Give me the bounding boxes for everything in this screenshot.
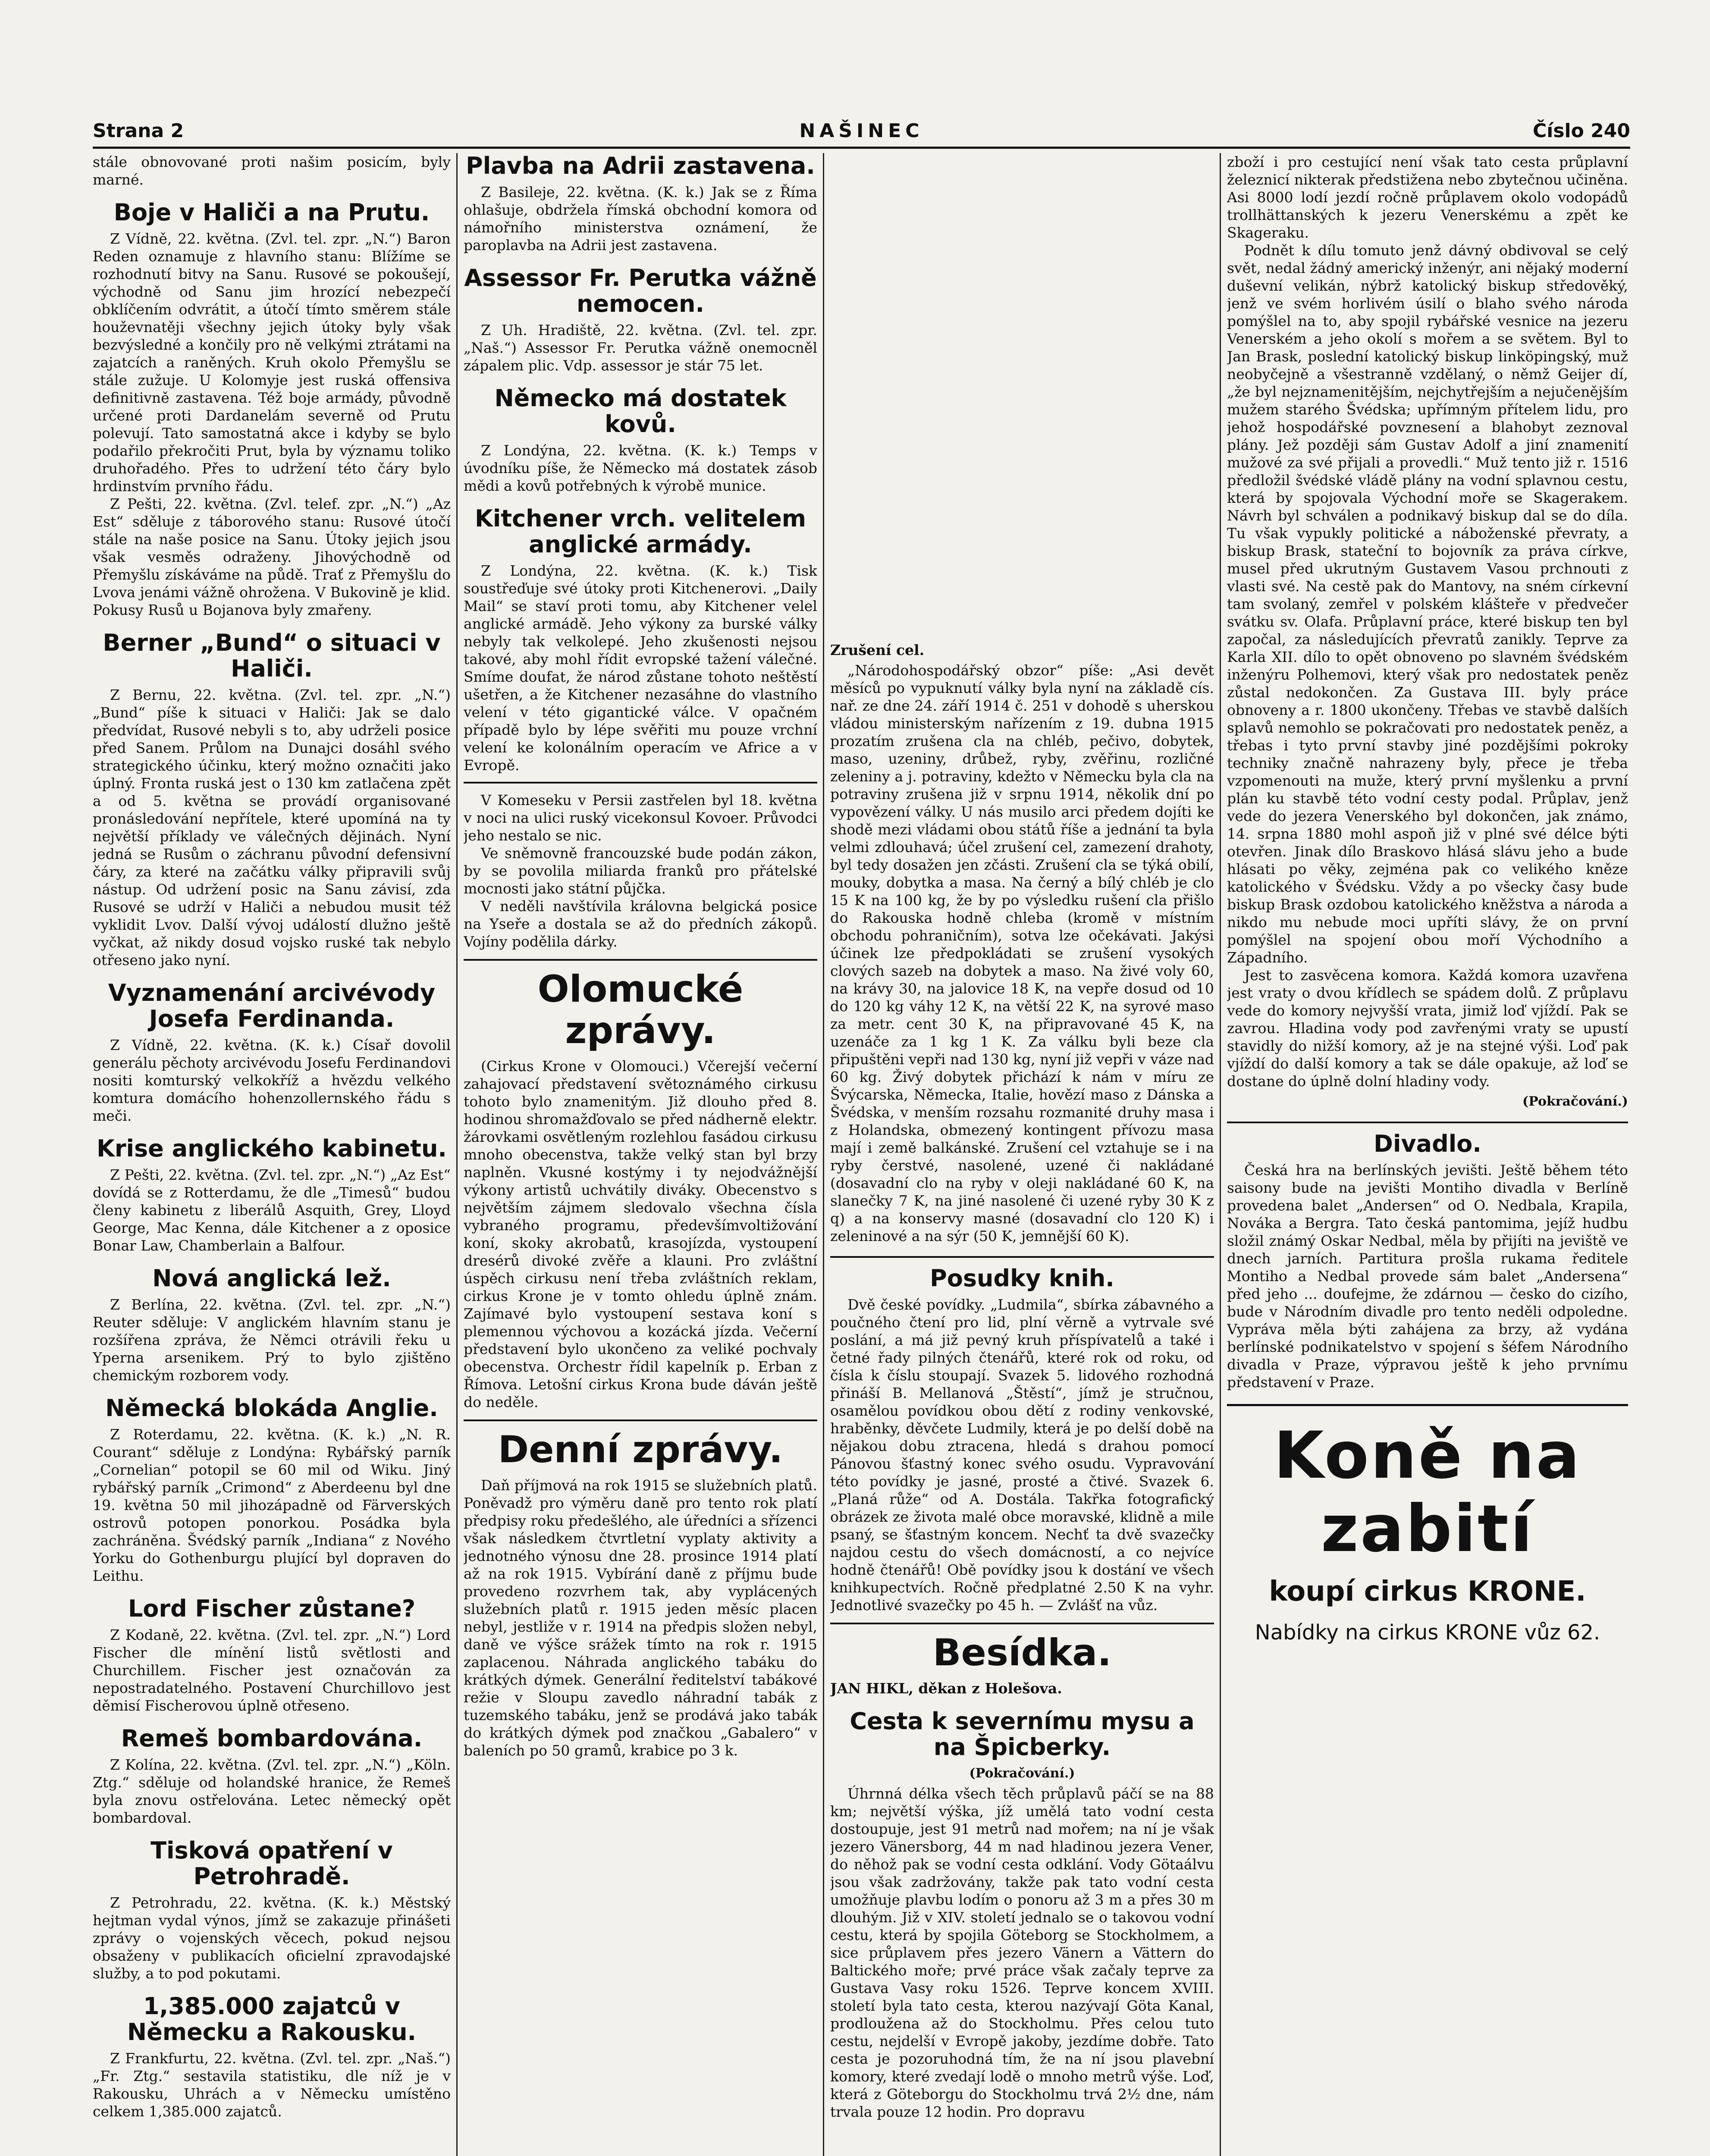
ad-line: Nabídky na cirkus KRONE vůz 62. bbox=[1255, 1620, 1600, 1645]
column-divider bbox=[456, 153, 458, 2156]
article-body: Z Kolína, 22. května. (Zvl. tel. zpr. „N.“) „Köln. Ztg.“ sděluje od holandské hranice, že Remeš byla znovu ostřelována. Letec německý opět bombardoval. bbox=[93, 1756, 451, 1826]
continued-note: (Pokračování.) bbox=[969, 1766, 1075, 1781]
headline: Boje v Haliči a na Prutu. bbox=[113, 199, 430, 226]
section-headline: Besídka. bbox=[830, 1623, 1214, 1673]
article-body: Úhrnná délka všech těch průplavů páčí se na 88 km; největší výška, jíž umělá tato vodní cesta dostoupuje, jest 91 metrů nad mořem; na ní je však jezero Vänersborg, 44 m nad hladinou jezera Vener, do něhož pak se vodní cesta odklání. Vody Götaálvu jsou však zadržovány, takže pak tato vodní cesta umožňuje plavbu lodím o ponoru až 3 m a přes 30 m dlouhým. Již v XIV. století jednalo se o takovou vodní cestu, která by spojila Göteborg se Stockholmem, a sice průplavem přes jezero Vänern a Vättern do Baltického moře; prvé práce však začaly teprve za Gustava Vasy roku 1526. Teprve koncem XVIII. století byla tato cesta, kterou nazývají Göta Kanal, prodloužena až do Stockholmu. Přes celou tuto cestu, nejdelší v Evropě jakoby, jezdíme dobře. Tato cesta je pozoruhodná tím, že na ní jsou plavební komory, které zvedají lodě o mnoho metrů výše. Loď, která z Göteborgu do Stockholmu trvá 2½ dne, nám trvala pouze 12 hodin. Pro dopravu bbox=[830, 1785, 1214, 2120]
ad-title: Koně na zabití bbox=[1274, 1418, 1581, 1567]
headline: Německá blokáda Anglie. bbox=[105, 1395, 438, 1422]
column-1 bbox=[93, 153, 451, 2156]
column-divider bbox=[823, 153, 824, 2156]
article-body: Daň příjmová na rok 1915 se služebních platů. Poněvadž pro výměru daně pro tento rok platí předpisy roku předešlého, ale úředníci a sřízenci však následkem čtvrtletní vyplaty aktivity a jednotného výnosu dne 28. prosince 1914 platí až na rok 1915. Vybírání daně z příjmu bude provedeno rozvrhem tak, aby vyplácených služebních platů r. 1915 jeden měsíc placen nebyl, jestliže v r. 1914 na předpis složen nebyl, daně ve výšce srážek tímto na rok r. 1915 zaplacenou. Náhrada anglického tabáku do krátkých dýmek. Generální ředitelství tabákové režie v Sloupu zavedlo náhradní tabák z tuzemského tabáku, jenž se prodává jako tabák do krátkých dýmek pod značkou „Gabalero“ v baleních po 50 gramů, krabice po 3 k. bbox=[464, 1477, 817, 1759]
column-4 bbox=[1227, 153, 1628, 2156]
headline: Kitchener vrch. velitelem anglické armády. bbox=[474, 505, 806, 558]
article-body: Ve sněmovně francouzské bude podán zákon, by se povolila miliarda franků pro přátelské mocnosti jako státní půjčka. bbox=[464, 845, 817, 897]
article-body: Z Pešti, 22. května. (Zvl. tel. zpr. „N.“) „Az Est“ dovídá se z Rotterdamu, že dle „Timesů“ budou členy kabinetu z liberálů Asquith, Grey, Lloyd George, Mac Kenna, dále Kitchener a z oposice Bonar Law, Chamberlain a Balfour. bbox=[93, 1166, 451, 1254]
section-rule bbox=[464, 782, 817, 783]
continued-note: (Pokračování.) bbox=[1522, 1094, 1628, 1109]
article-body: Z Kodaně, 22. května. (Zvl. tel. zpr. „N.“) Lord Fischer dle mínění listů světlosti and Churchillem. Fischer jest označován za nepostradatelného. Postavení Churchillovo jest děmisí Fischerovou úplně otřeseno. bbox=[93, 1626, 451, 1714]
issue-number: Číslo 240 bbox=[1532, 120, 1630, 142]
article-intro: stále obnovované proti našim posicím, byly marné. bbox=[93, 154, 451, 188]
headline: Berner „Bund“ o situaci v Haliči. bbox=[103, 629, 441, 682]
author: JAN HIKL, děkan z Holešova. bbox=[830, 1680, 1062, 1697]
article-body: Z Pešti, 22. května. (Zvl. telef. zpr. „N.“) „Az Est“ sděluje z táborového stanu: Rusové útočí stále na naše posice na Sanu. Útoky jejich jsou však vesměs odraženy. Jihovýchodně od Přemyšlu získáváme na půdě. Trať z Přemyšlu do Lvova jenámi vážně ohrožena. V Bukovině je klid. Pokusy Rusů u Bojanova byly zmařeny. bbox=[93, 495, 451, 618]
article-body: zboží i pro cestující není však tato cesta průplavní železnicí nikterak předstižena nebo zbytečnou učiněna. Asi 8000 lodí jezdí ročně průplavem okolo vodopádů trollhättanských k jezeru Venerskému a zpět ke Skageraku. bbox=[1227, 154, 1628, 241]
article-body: „Národohospodářský obzor“ píše: „Asi devět měsíců po vypuknutí války byla nyní na základě cís. nař. ze dne 24. září 1914 č. 251 v dohodě s uherskou vládou ministerským nařízením z 19. dubna 1915 prozatím zrušena cla na chléb, pečivo, dobytek, maso, uzeniny, drůbež, ryby, zvěřinu, rozličné zeleniny a j. potraviny, kdežto v Německu byla cla na potraviny zrušena již v srpnu 1914, několik dní po vypovězení války. U nás musilo arci předem dojíti ke shodě mezi vládami obou států říše a jednání ta byla velmi zdlouhavá; účel zrušení cel, zamezení drahoty, byl tedy dosažen jen zčásti. Zrušení cla se týká obilí, mouky, dobytka a masa. Na černý a bílý chléb je clo 15 K na 100 kg, že by po výsledku rušení cla přišlo do Rakouska hodně chleba (kromě v místním obchodu pohraničním), sotva lze očekávati. Jakýsi účinek lze předpokládati se zrušení vysokých clových sazeb na dobytek a maso. Na živé voly 60, na krávy 30, na jalovice 18 K, na vepře dosud od 10 do 120 kg váhy 12 K, na větší 22 K, na syrové maso za metr. cent 30 K, na připravované 45 K, na uzenáče za 1 kg 1 K. Za válku byli beze cla připuštěni vepři nad 130 kg, nyní již vepři v váze nad 60 kg. Živý dobytek přichází k nám v míru ze Švýcarska, Německa, Italie, hovězí maso z Dánska a Švédska, v menším rozsahu rozmanité druhy masa i z Holandska, obmezený kontingent přívozu masa mají i země balkánské. Zrušení cel vztahuje se i na ryby čerstvé, nasolené, uzené či nakládané (dosavadní clo na ryby v oleji nakládané 60 K, na slanečky 7 K, na jiné nasolené či uzené ryby 30 K z q) a na konservy masné (dosavadní clo 120 K) i zeleninové a na sýr (50 K, jemnější 60 K). bbox=[830, 662, 1214, 1244]
article-body: Z Uh. Hradiště, 22. května. (Zvl. tel. zpr. „Naš.“) Assessor Fr. Perutka vážně onemocněl zápalem plic. Vdp. assessor je stár 75 let. bbox=[464, 322, 817, 374]
page-number: Strana 2 bbox=[93, 120, 184, 142]
article-body: Z Londýna, 22. května. (K. k.) Tisk soustřeďuje své útoky proti Kitchenerovi. „Daily Mail“ se staví proti tomu, aby Kitchener velel anglické armádě. Jeho výkony za burské války nebyly tak velkolepé. Jeho zkušenosti nejsou takové, aby mohl řídit evropské tažení válečné. Smíme doufat, že národ zůstane tohoto neštěstí ušetřen, a že Kitchener nezasáhne do vlastního velení v této gigantické válce. V opačném případě bylo by lépe svěřiti mu pouze vrchní velení ke kolonálním operacím ve Africe a v Evropě. bbox=[464, 562, 817, 774]
headline: Tisková opatření v Petrohradě. bbox=[151, 1837, 393, 1890]
feuilleton-title: Cesta k severnímu mysu a na Špicberky. bbox=[850, 1708, 1195, 1761]
section-headline: Divadlo. bbox=[1227, 1122, 1628, 1157]
column-2 bbox=[464, 153, 817, 2156]
article-body: Z Vídně, 22. května. (Zvl. tel. zpr. „N.“) Baron Reden oznamuje z hlavního stanu: Blížíme se rozhodnutí bitvy na Sanu. Rusové se pokoušejí, východně od Sanu jim hrozící nebezpečí obklíčením odvrátit, a útočí tímto směrem stále houževnatěji všechny jejich útoky byly však bezvýsledné a končily pro ně velkými ztrátami na zajatcích a raněných. Kruh okolo Přemyšlu se stále zužuje. U Kolomyje jest ruská offensiva definitivně zastavena. Též boje armády, původně určené proti Dardanelám severně od Prutu polevují. Tato samostatná akce i kdyby se bylo podařilo překročiti Prut, byla by významu toliko druhořadého. Přes to udržení této čáry bylo hrdinstvím prvního řádu. bbox=[93, 230, 451, 495]
ad-line: koupí cirkus KRONE. bbox=[1269, 1576, 1586, 1608]
masthead: NAŠINEC bbox=[799, 120, 924, 142]
headline: Vyznamenání arcivévody Josefa Ferdinanda. bbox=[108, 979, 436, 1032]
article-body: Z Bernu, 22. května. (Zvl. tel. zpr. „N.“) „Bund“ píše k situaci v Haliči: Jak se dalo předvídat, Rusové nebyli s to, aby udrželi posice před Sanem. Průlom na Dunajci dosáhl svého strategického účinku, který možno označiti jako úplný. Fronta ruská jest o 130 km zatlačena zpět a od 5. května se provádí organisované pronásledování nepřítele, které upomíná na ty největší příklady ve válečných dějinách. Nyní jedná se Rusům o záchranu původní defensivní čáry, za které na začátku války připravili svůj nástup. Od udržení posic na Sanu závisí, zda Rusové se udrží v Haliči a nebudou musit též vyklidit Lvov. Další vývoj událostí dlužno ještě vyčkat, až nikdy dosud vojsko ruské tak nebylo otřeseno jako nyní. bbox=[93, 686, 451, 968]
section-headline: Olomucké zprávy. bbox=[464, 959, 817, 1051]
headline: Plavba na Adrii zastavena. bbox=[466, 153, 815, 179]
article-title-inline: Zrušení cel. bbox=[830, 642, 925, 658]
header-rule bbox=[93, 147, 1630, 149]
article-body: Z Petrohradu, 22. května. (K. k.) Městský hejtman vydal výnos, jímž se zakazuje přinášeti zprávy o vojenských věcech, pokud nejsou obsaženy v publikacích oficielní zpravodajské služby, a to pod pokutami. bbox=[93, 1894, 451, 1982]
article-body: Z Berlína, 22. května. (Zvl. tel. zpr. „N.“) Reuter sděluje: V anglickém hlavním stanu je rozšířena zpráva, že Němci otrávili řeku u Yperna arsenikem. Prý to bylo zjištěno chemickým rozborem vody. bbox=[93, 1296, 451, 1384]
article-body: Z Roterdamu, 22. května. (K. k.) „N. R. Courant“ sděluje z Londýna: Rybářský parník „Cornelian“ potopil se 60 mil od Wiku. Jiný rybářský parník „Crimond“ z Aberdeenu byl dne 19. května 50 mil jihozápadně od Färverských ostrovů potopen ponorkou. Posádka byla zachráněna. Švédský parník „Indiana“ z Nového Yorku do Gothenburgu plující byl dopraven do Leithu. bbox=[93, 1426, 451, 1584]
column-divider bbox=[1220, 153, 1221, 2156]
article-body: Podnět k dílu tomuto jenž dávný obdivoval se celý svět, nedal žádný americký inženýr, ani nějaký moderní duševní velikán, nýbrž katolický biskup středověký, jenž ve svém horlivém úsilí o blaho svého národa pomýšlel na to, aby spojil rybářské vesnice na jezeru Venerském a jeho okolí s mořem a se světem. Byl to Jan Brask, poslední katolický biskup linköpingský, muž neobyčejně a všestranně vzdělaný, o němž Geijer dí, „že byl nejznamenitějším, nejchytřejším a nejučenějším mužem starého Švédska; upřímným přítelem lidu, pro jehož hospodářské povznesení a blahobyt zeznoval plány. Jež později sám Gustav Adolf a jiní znamenití mužové za své přijali a provedli.“ Muž tento již r. 1516 předložil švédské vládě plány na vodní splavnou cestu, která by spojovala Východní moře se Skagerakem. Návrh byl schválen a podnikavý biskup dal se do díla. Tu však vypukly politické a náboženské převraty, a biskup Brask, stateční to bojovník za práva církve, musel před ukrutným Gustavem Vasou prchnouti z vlasti své. Na cestě pak do Mantovy, na sném církevní tam svolaný, zemřel v polském klášteře v předvečer svátku sv. Olafa. Průplavní práce, které biskup ten byl započal, za následujících převratů zanikly. Teprve za Karla XII. dílo to opět obnoveno po slavném švédském inženýru Polhemovi, který však pro nedostatek peněz zůstal nedokončen. Za Gustava III. byly práce obnoveny a r. 1800 ukončeny. Třebas ve stavbě dalších splavů nemohlo se pokračovati pro nedostatek peněz, a třebas i tyto první stavby jiné pozdějšími pokroky techniky značně nahrazeny byly, přece je třeba vzpomenouti na muže, který první myšlenku a první plán ku stavbě této vodní cesty podal. Průplav, jenž vede do jezera Venerského byl dokončen, jak známo, 14. srpna 1880 mohl aspoň již v plné své délce býti otevřen. Jinak dílo Braskovo hlásá slávu jeho a bude hlásati po věky, zejména pak co velikého kněze katolického v Švédsku. Vždy a po všecky časy bude biskup Brask ozdobou katolického kněžstva a národa a nikdo mu nebude moci upříti slávy, že on první pomýšlel na spojení obou moří Východního a Západního. bbox=[1227, 242, 1628, 966]
article-body: (Cirkus Krone v Olomouci.) Včerejší večerní zahajovací představení světoznámého cirkusu tohoto bylo znamenitým. Již dlouho před 8. hodinou shromažďovalo se před nádherně elektr. žárovkami osvětleným rozlehlou fasádou cirkusu mnoho obecenstva, takže velký stan byl brzy naplněn. Vkusné kostýmy i ty nejodvážnější výkony artistů uchvátily diváky. Obecenstvo s největším zájmem sledovalo všechna čísla vybraného programu, předevšímvoltižování koní, skoky akrobatů, krasojízda, vystoupení dresérů divoké zvěře a klauni. Pro zvláštní úspěch cirkusu není třeba zvláštních reklam, cirkus Krone je v tomto ohledu úplně znám. Zajímavé bylo vystoupení sestava koní s plemennou výchovou a kozácká jízda. Večerní představení bylo ukončeno za veliké pochvaly obecenstva. Orchestr řídil kapelník p. Erban z Římova. Letošní cirkus Krona bude dáván ještě do neděle. bbox=[464, 1058, 817, 1410]
headline: Německo má dostatek kovů. bbox=[494, 385, 787, 438]
section-headline: Posudky knih. bbox=[830, 1256, 1214, 1291]
article-body: V neděli navštívila královna belgická posice na Yseře a dostala se až do předních zákopů. Vojíny podělila dárky. bbox=[464, 898, 817, 950]
article-body: Z Londýna, 22. května. (K. k.) Temps v úvodníku píše, že Německo má dostatek zásob mědi a kovů potřebných k výrobě munice. bbox=[464, 442, 817, 494]
headline: Remeš bombardována. bbox=[121, 1725, 423, 1752]
blank-space bbox=[830, 153, 1214, 636]
section-headline: Denní zprávy. bbox=[464, 1420, 817, 1470]
article-body: Česká hra na berlínských jevišti. Ještě během této saisony bude na jevišti Montiho divadla v Berlíně provedena balet „Andersen“ od O. Nedbala, Krapila, Nováka a Bergra. Tato česká pantomima, jejíž hudbu složil známý Oskar Nedbal, měla by přijíti na jeviště ve dnech jarních. Partitura prošla rukama ředitele Montiho a Nedbal provede sám balet „Andersena“ před jeho ... doufejme, že zdárnou — česko do cizího, bude v Národním divadle pro tento neděli odpoledne. Vypráva měla býti zahájena za brzy, až vydána berlínské podnikatelstvo v spojení s šéfem Národního divadla v Praze, výpravou ještě k jeho prvnímu představení v Praze. bbox=[1227, 1162, 1628, 1391]
article-body: V Komeseku v Persii zastřelen byl 18. května v noci na ulici ruský vicekonsul Kovoer. Průvodci jeho nestalo se nic. bbox=[464, 792, 817, 844]
advertisement bbox=[1227, 1404, 1628, 1648]
column-3 bbox=[830, 153, 1214, 2156]
headline: Lord Fischer zůstane? bbox=[128, 1595, 416, 1622]
headline: Krise anglického kabinetu. bbox=[97, 1135, 447, 1162]
article-body: Z Basileje, 22. května. (K. k.) Jak se z Říma ohlašuje, obdržela římská obchodní komora od námořního ministerstva oznámení, že paroplavba na Adrii jest zastavena. bbox=[464, 184, 817, 254]
headline: Assessor Fr. Perutka vážně nemocen. bbox=[464, 264, 817, 317]
page-header bbox=[93, 120, 1630, 146]
article-body: Z Vídně, 22. května. (K. k.) Císař dovolil generálu pěchoty arcivévodu Josefu Ferdinandovi nositi komturský velkokříž a hvězdu velkého komtura domácího hohenzollernského řádu s meči. bbox=[93, 1037, 451, 1124]
headline: 1,385.000 zajatců v Německu a Rakousku. bbox=[127, 1993, 417, 2046]
article-body: Dvě české povídky. „Ludmila“, sbírka zábavného a poučného čtení pro lid, plní věrně a vytrvale své poslání, a má již pevný kruh příspívatelů a také i četné řady pilných čtenářů, které rok od roku, od čísla k číslu stoupají. Svazek 5. lidového rozhodná přináší B. Mellanová „Štěstí“, jímž je stručnou, osamělou povídkou obou dětí z rodiny venkovské, hraběnky, děvčete Ludmily, která je po delší době na nějakou dobu ztracena, hledá s drahou pomocí Pánovou šťastný konec svého osudu. Vypravování této povídky je jasné, prosté a čtivé. Svazek 6. „Planá růže“ od A. Dostála. Takřka fotografický obrázek ze života malé obce moravské, klidně a mile psaný, se šťastným koncem. Nechť ta dvě svazečky najdou cestu do všech domácností, a co nejvíce hodně čtenářů! Obě povídky jsou k dostání ve všech knihkupectvích. Ročně předplatné 2.50 K na vyhr. Jednotlivé svazečky po 45 h. — Zvlášť na vůz. bbox=[830, 1296, 1214, 1614]
article-body: Z Frankfurtu, 22. května. (Zvl. tel. zpr. „Naš.“) „Fr. Ztg.“ sestavila statistiku, dle níž je v Rakousku, Uhrách a v Německu umístěno celkem 1,385.000 zajatců. bbox=[93, 2050, 451, 2120]
headline: Nová anglická lež. bbox=[152, 1265, 391, 1292]
article-body: Jest to zasvěcena komora. Každá komora uzavřena jest vraty o dvou křídlech se spádem dolů. Z průplavu vede do komory nejvyšší vrata, jimiž loď vjíždí. Pak se zavrou. Hladina vody pod zavřenými vraty se upustí stavidly do nižší komory, až je na stejné výši. Loď pak vjíždí do další komory a tak se dále opakuje, až loď se dostane do úplně dolní hladiny vody. bbox=[1227, 967, 1628, 1090]
